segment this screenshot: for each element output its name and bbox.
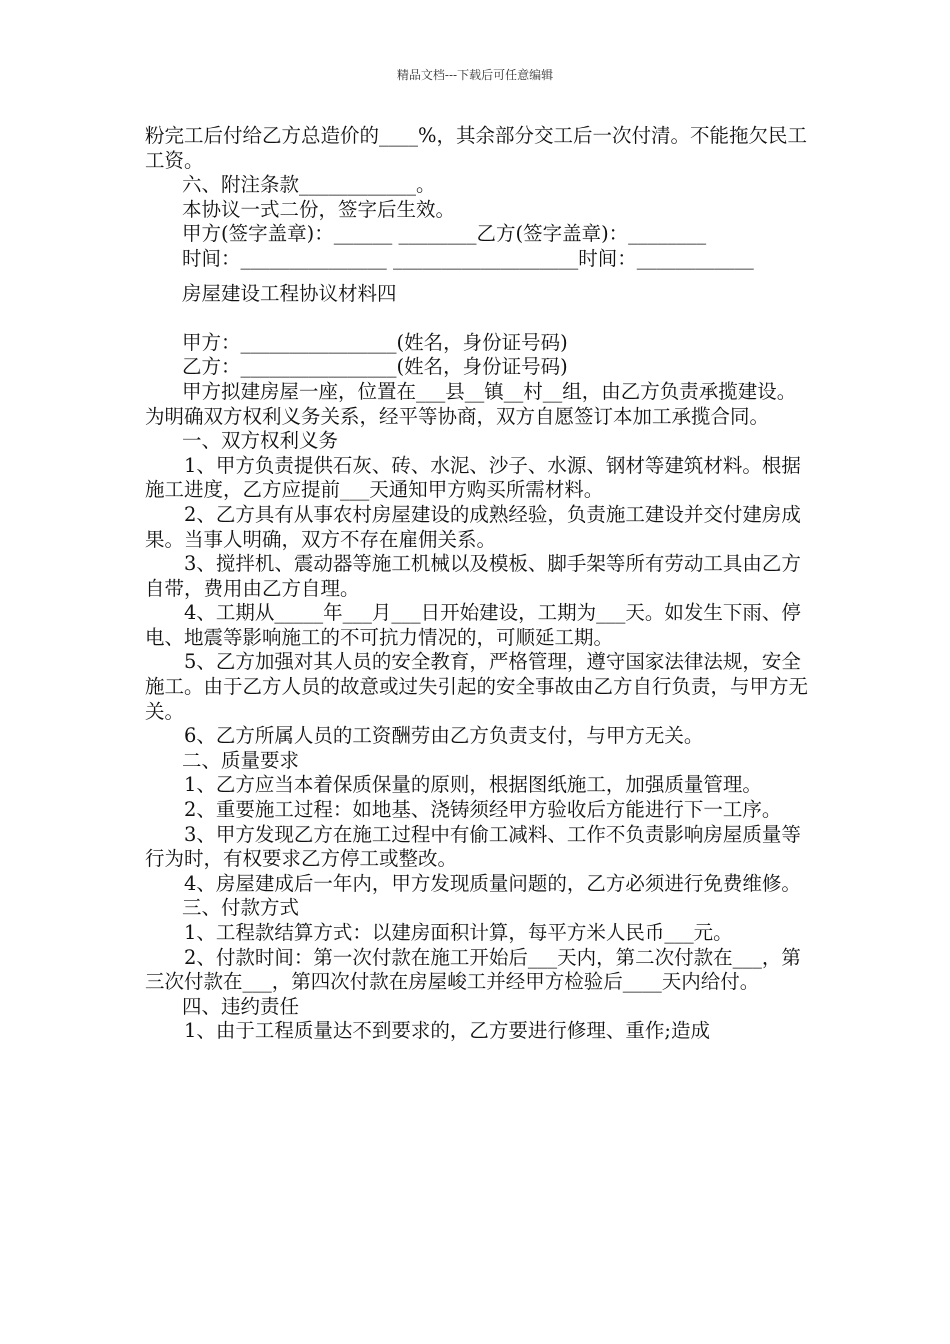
clause-3-2: 2、付款时间：第一次付款在施工开始后___天内，第二次付款在___，第三次付款在___，第四次付款在房屋峻工并经甲方检验后____天内给付。: [145, 945, 801, 994]
heading-payment: 三、付款方式: [182, 896, 300, 920]
clause-1-4: 4、工期从_____年___月___日开始建设，工期为___天。如发生下雨、停电、地震等影响施工的不可抗力情况的，可顺延工期。: [145, 601, 801, 649]
clause-1-3: 3、搅拌机、震动器等施工机械以及模板、脚手架等所有劳动工具由乙方自带，费用由乙方自理。: [145, 552, 801, 600]
paragraph-additional-terms: 六、附注条款____________。: [182, 173, 436, 197]
paragraph-copies: 本协议一式二份，签字后生效。: [182, 197, 456, 221]
heading-liability: 四、违约责任: [182, 994, 300, 1018]
paragraph-signature-dates: 时间：_______________ ___________________时间：____________: [182, 246, 754, 270]
party-b-line: 乙方：________________(姓名，身份证号码): [182, 355, 568, 379]
clause-1-2: 2、乙方具有从事农村房屋建设的成熟经验，负责施工建设并交付建房成果。当事人明确，双方不存在雇佣关系。: [145, 502, 801, 551]
clause-4-1: 1、由于工程质量达不到要求的，乙方要进行修理、重作;造成: [184, 1019, 710, 1043]
page-header: 精品文档---下载后可任意编辑: [396, 68, 554, 82]
blank-line: [145, 306, 815, 331]
clause-2-2: 2、重要施工过程：如地基、浇铸须经甲方验收后方能进行下一工序。: [184, 798, 782, 822]
party-a-line: 甲方：________________(姓名，身份证号码): [182, 330, 568, 354]
paragraph-signatures: 甲方(签字盖章)：______ ________乙方(签字盖章)：________: [182, 222, 707, 246]
clause-2-3: 3、甲方发现乙方在施工过程中有偷工减料、工作不负责影响房屋质量等行为时，有权要求乙方停工或整改。: [145, 822, 801, 871]
document-body: [145, 124, 815, 1044]
heading-rights-obligations: 一、双方权利义务: [182, 429, 339, 453]
clause-2-4: 4、房屋建成后一年内，甲方发现质量问题的，乙方必须进行免费维修。: [184, 871, 801, 895]
clause-2-1: 1、乙方应当本着保质保量的原则，根据图纸施工，加强质量管理。: [184, 773, 762, 797]
clause-1-6: 6、乙方所属人员的工资酬劳由乙方负责支付，与甲方无关。: [184, 724, 704, 748]
paragraph-intro: 甲方拟建房屋一座，位置在___县__镇__村__组，由乙方负责承揽建设。为明确双方权利义务关系，经平等协商，双方自愿签订本加工承揽合同。: [145, 379, 797, 428]
clause-1-5: 5、乙方加强对其人员的安全教育，严格管理，遵守国家法律法规，安全施工。由于乙方人员的故意或过失引起的安全事故由乙方自行负责，与甲方无关。: [145, 650, 809, 723]
paragraph-payment-terms: 粉完工后付给乙方总造价的____%，其余部分交工后一次付清。不能拖欠民工工资。: [145, 124, 808, 172]
section-title: 房屋建设工程协议材料四: [182, 281, 397, 305]
heading-quality: 二、质量要求: [182, 748, 300, 772]
clause-3-1: 1、工程款结算方式：以建房面积计算，每平方米人民币___元。: [184, 921, 733, 944]
clause-1-1: 1、甲方负责提供石灰、砖、水泥、沙子、水源、钢材等建筑材料。根据施工进度，乙方应提前___天通知甲方购买所需材料。: [145, 453, 801, 502]
